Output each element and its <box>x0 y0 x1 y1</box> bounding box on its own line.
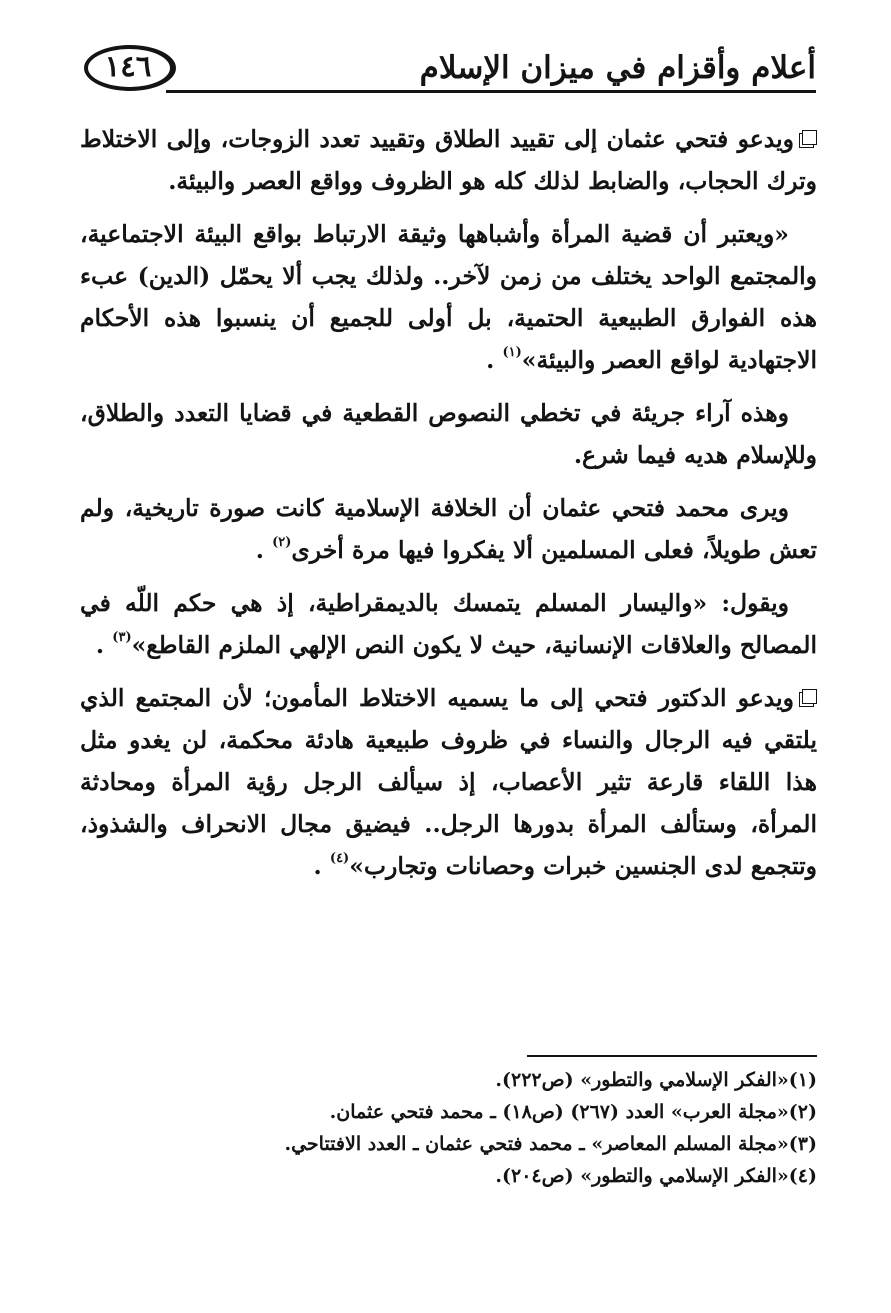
footnote: (٣)«مجلة المسلم المعاصر» ـ محمد فتحي عثمان ـ العدد الافتتاحي. <box>284 1133 817 1155</box>
paragraph <box>80 118 817 202</box>
footnote-ref: (١) <box>502 345 522 360</box>
paragraph-tail: . <box>95 631 113 659</box>
paragraph-text: ويدعو فتحي عثمان إلى تقييد الطلاق وتقييد تعدد الزوجات، وإلى الاختلاط وترك الحجاب، والضابط لذلك كله هو الظروف وواقع العصر والبيئة. <box>80 125 817 195</box>
paragraph-tail: . <box>313 852 330 880</box>
running-title: أعلام وأقزام في ميزان الإسلام <box>419 50 816 86</box>
square-bullet-icon <box>802 130 817 145</box>
footnotes <box>80 1064 817 1192</box>
paragraph <box>80 487 817 571</box>
paragraph-text: «ويعتبر أن قضية المرأة وأشباهها وثيقة الارتباط بواقع البيئة الاجتماعية، والمجتمع الواحد يختلف من زمن لآخر.. ولذلك يجب ألا يحمّل (الدين) عبء هذه الفوارق الطبيعية الحتمية، بل أولى للجميع أن ينسبوا هذه الأحكام الاجتهادية لواقع العصر والبيئة» <box>80 220 817 374</box>
main-text <box>80 118 817 898</box>
footnote: (٢)«مجلة العرب» العدد (٢٦٧) (ص١٨) ـ محمد فتحي عثمان. <box>329 1101 817 1123</box>
paragraph-text: ويدعو الدكتور فتحي إلى ما يسميه الاختلاط المأمون؛ لأن المجتمع الذي يلتقي فيه الرجال والنساء في ظروف طبيعية هادئة محكمة، لن يغدو مثل هذا اللقاء قارعة تثير الأعصاب، إذ سيألف الرجل رؤية المرأة ومحادثة المرأة، وستألف المرأة بدورها الرجل.. فيضيق مجال الانحراف والشذوذ، وتتجمع لدى الجنسين خبرات وحصانات وتجارب» <box>80 684 817 880</box>
paragraph <box>80 392 817 476</box>
page-number: ١٤٦ <box>104 49 152 83</box>
paragraph-text: ويرى محمد فتحي عثمان أن الخلافة الإسلامية كانت صورة تاريخية، ولم تعش طويلاً، فعلى المسلمين ألا يفكروا فيها مرة أخرى <box>80 494 817 564</box>
paragraph-text: ويقول: «واليسار المسلم يتمسك بالديمقراطية، إذ هي حكم اللّه في المصالح والعلاقات الإنسانية، حيث لا يكون النص الإلهي الملزم القاطع» <box>80 589 817 659</box>
footnote-rule <box>527 1055 817 1057</box>
paragraph-tail: . <box>486 346 503 374</box>
footnote-ref: (٤) <box>329 851 350 866</box>
square-bullet-icon <box>802 689 817 704</box>
footnote-ref: (٢) <box>272 535 292 550</box>
header-rule <box>166 90 816 93</box>
paragraph <box>80 582 817 666</box>
paragraph-text: وهذه آراء جريئة في تخطي النصوص القطعية في قضايا التعدد والطلاق، وللإسلام هديه فيما شرع. <box>80 399 817 469</box>
footnote: (٤)«الفكر الإسلامي والتطور» (ص٢٠٤). <box>495 1165 817 1187</box>
page-header <box>78 40 816 104</box>
paragraph-tail: . <box>255 536 273 564</box>
footnote-ref: (٣) <box>112 630 132 645</box>
footnote: (١)«الفكر الإسلامي والتطور» (ص٢٢٢). <box>495 1069 817 1091</box>
paragraph <box>80 213 817 381</box>
paragraph <box>80 677 817 887</box>
